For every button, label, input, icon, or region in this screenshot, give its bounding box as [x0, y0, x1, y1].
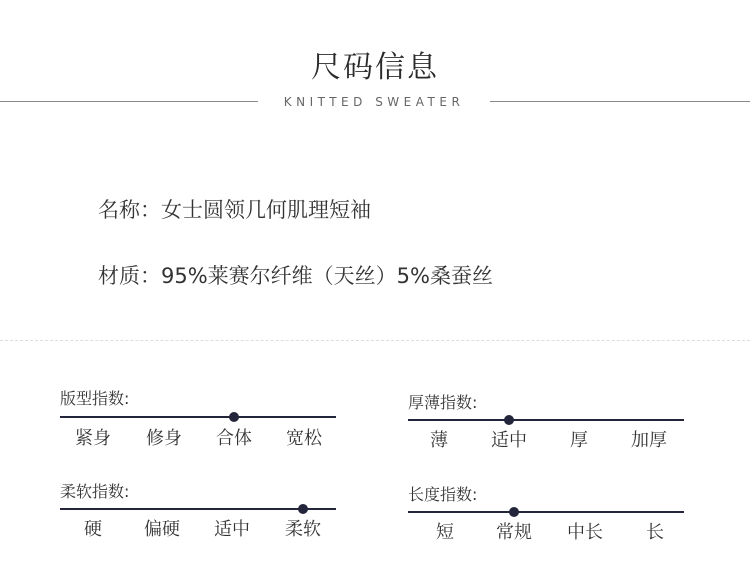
softness-index-track: [60, 508, 336, 510]
softness-option: 适中: [214, 519, 250, 540]
thickness-index-track: [408, 419, 684, 421]
fit-option: 紧身: [75, 428, 111, 449]
section-divider: [0, 340, 750, 341]
length-option: 长: [646, 522, 664, 543]
fit-index-track: [60, 416, 336, 418]
fit-option: 修身: [146, 428, 182, 449]
softness-index-label: 柔软指数:: [60, 482, 130, 501]
thickness-option: 适中: [491, 430, 527, 451]
length-option: 中长: [567, 522, 603, 543]
softness-option: 柔软: [285, 519, 321, 540]
page-subtitle: KNITTED SWEATER: [283, 95, 465, 109]
fit-index-marker: [229, 412, 239, 422]
product-material: 材质：95%莱赛尔纤维（天丝）5%桑蚕丝: [98, 264, 493, 288]
fit-index-label: 版型指数:: [60, 389, 130, 408]
length-index-scale: [408, 484, 684, 554]
softness-index-scale: [60, 481, 336, 551]
length-option: 短: [436, 522, 454, 543]
fit-option: 合体: [216, 428, 252, 449]
length-index-marker: [509, 507, 519, 517]
softness-index-marker: [298, 504, 308, 514]
page-title: 尺码信息: [311, 50, 439, 85]
title-rule-right: [490, 101, 750, 102]
length-index-track: [408, 511, 684, 513]
softness-option: 硬: [84, 519, 102, 540]
length-index-label: 长度指数:: [408, 485, 478, 504]
thickness-option: 加厚: [631, 430, 667, 451]
product-name: 名称：女士圆领几何肌理短袖: [98, 198, 371, 222]
softness-option: 偏硬: [144, 519, 180, 540]
thickness-index-label: 厚薄指数:: [408, 393, 478, 412]
thickness-index-scale: [408, 392, 684, 462]
thickness-index-marker: [504, 415, 514, 425]
thickness-option: 厚: [570, 430, 588, 451]
fit-index-scale: [60, 388, 336, 458]
fit-option: 宽松: [286, 428, 322, 449]
thickness-option: 薄: [430, 430, 448, 451]
title-rule-left: [0, 101, 258, 102]
length-option: 常规: [496, 522, 532, 543]
